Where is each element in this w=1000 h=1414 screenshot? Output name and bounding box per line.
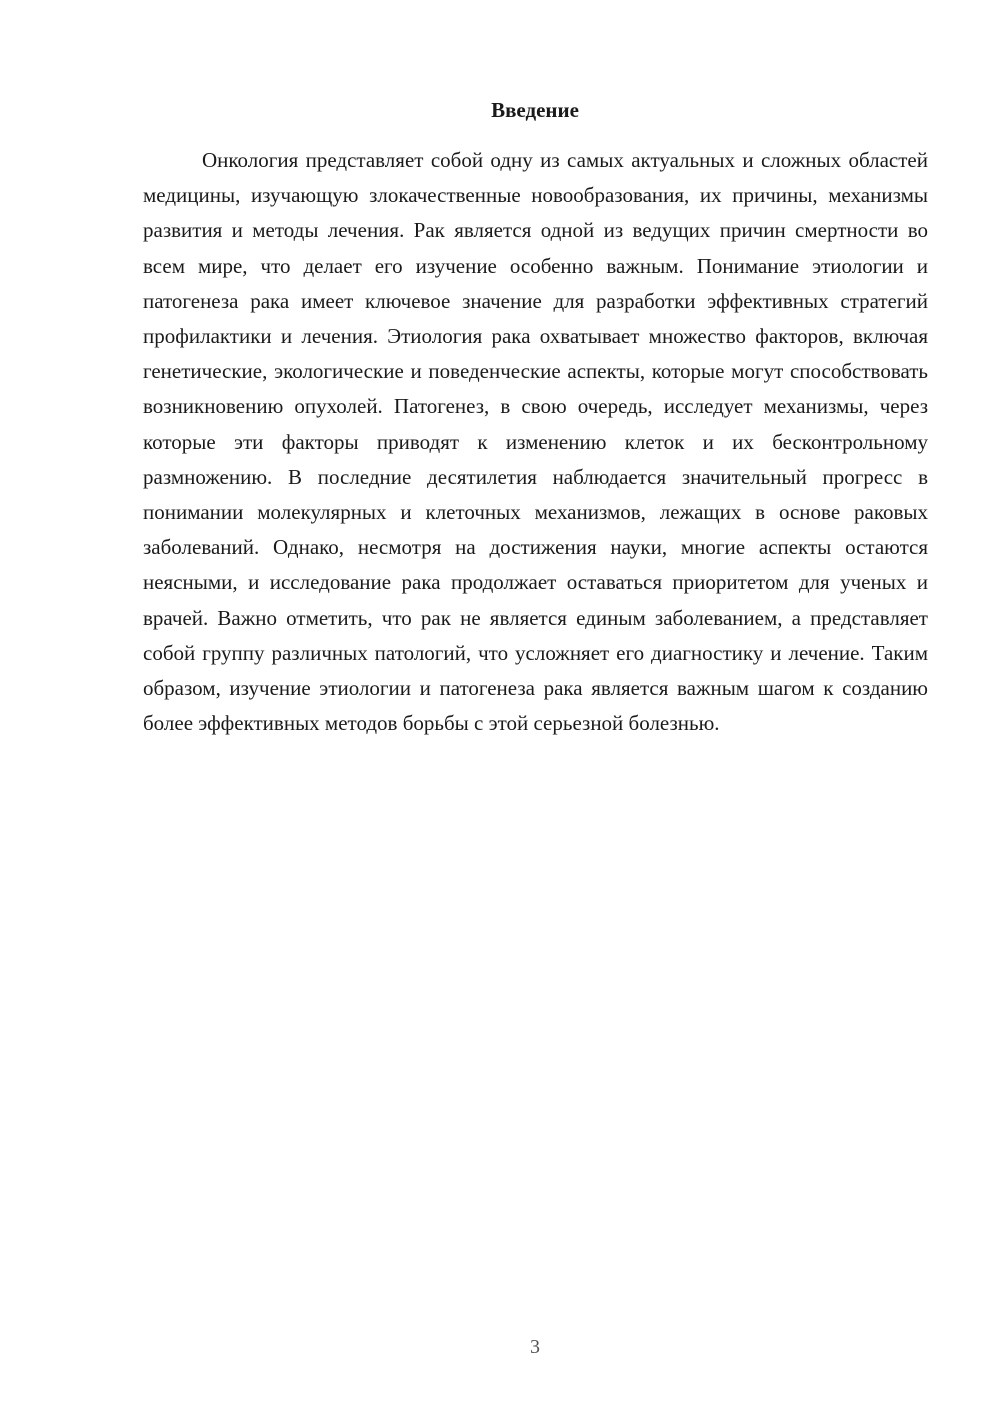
body-paragraph: Онкология представляет собой одну из самых актуальных и сложных областей медицины, изучающую злокачественные новообразования, их причины, механизмы развития и методы лечения. Рак является одной из ведущих причин смертности во всем мире, что делает его изучение особенно важным. Понимание этиологии и патогенеза рака имеет ключевое значение для разработки эффективных стратегий профилактики и лечения. Этиология рака охватывает множество факторов, включая генетические, экологические и поведенческие аспекты, которые могут способствовать возникновению опухолей. Патогенез, в свою очередь, исследует механизмы, через которые эти факторы приводят к изменению клеток и их бесконтрольному размножению. В последние десятилетия наблюдается значительный прогресс в понимании молекулярных и клеточных механизмов, лежащих в основе раковых заболеваний. Однако, несмотря на достижения науки, многие аспекты остаются неясными, и исследование рака продолжает оставаться приоритетом для ученых и врачей. Важно отметить, что рак не является единым заболеванием, а представляет собой группу различных патологий, что усложняет его диагностику и лечение. Таким образом, изучение этиологии и патогенеза рака является важным шагом к созданию более эффективных методов борьбы с этой серьезной болезнью. — [143, 148, 928, 736]
page-number: 3 — [530, 1336, 540, 1358]
section-heading: Введение — [491, 98, 579, 122]
